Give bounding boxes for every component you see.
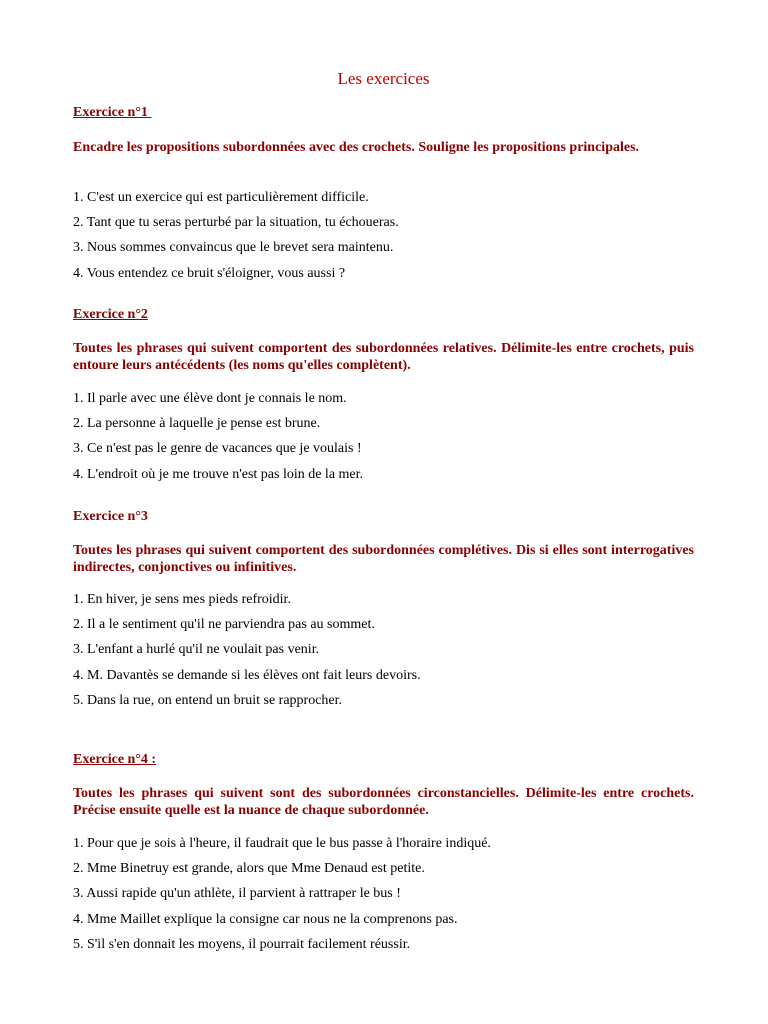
exercise-4-items (73, 831, 694, 957)
list-item: 2. Tant que tu seras perturbé par la situation, tu échoueras. (73, 215, 399, 231)
list-item: 2. Il a le sentiment qu'il ne parviendra pas au sommet. (73, 617, 375, 633)
exercise-2-heading: Exercice n°2 (73, 307, 148, 322)
exercise-1-heading: Exercice n°1 (73, 105, 152, 120)
list-item: 5. Dans la rue, on entend un bruit se rapprocher. (73, 692, 343, 708)
list-item: 2. La personne à laquelle je pense est brune. (73, 416, 321, 432)
exercise-1-items (73, 185, 694, 286)
list-item: 2. Mme Binetruy est grande, alors que Mme Denaud est petite. (73, 861, 425, 877)
exercise-2-instruction: Toutes les phrases qui suivent comportent des subordonnées relatives. Délimite-les entre crochets, puis entoure leurs antécédents (les noms qu'elles complètent). (73, 341, 694, 373)
exercise-3-items (73, 587, 694, 713)
exercise-4-heading: Exercice n°4 : (73, 752, 157, 767)
exercise-2-items (73, 386, 694, 487)
list-item: 3. Ce n'est pas le genre de vacances que je voulais ! (73, 441, 362, 457)
exercise-1-instruction: Encadre les propositions subordonnées avec des crochets. Souligne les propositions principales. (73, 140, 640, 155)
list-item: 1. Il parle avec une élève dont je connais le nom. (73, 391, 347, 406)
exercise-4-instruction: Toutes les phrases qui suivent sont des subordonnées circonstancielles. Délimite-les entre crochets. Précise ensuite quelle est la nuance de chaque subordonnée. (73, 786, 694, 818)
list-item: 4. L'endroit où je me trouve n'est pas loin de la mer. (73, 466, 364, 482)
list-item: 3. Aussi rapide qu'un athlète, il parvient à rattraper le bus ! (73, 886, 401, 902)
list-item: 5. S'il s'en donnait les moyens, il pourrait facilement réussir. (73, 936, 411, 952)
list-item: 3. Nous sommes convaincus que le brevet sera maintenu. (73, 240, 394, 256)
list-item: 1. Pour que je sois à l'heure, il faudrait que le bus passe à l'horaire indiqué. (73, 836, 491, 851)
list-item: 1. C'est un exercice qui est particulièrement difficile. (73, 190, 369, 205)
list-item: 3. L'enfant a hurlé qu'il ne voulait pas venir. (73, 642, 320, 658)
exercise-3-heading: Exercice n°3 (73, 509, 148, 524)
exercise-3-instruction: Toutes les phrases qui suivent comportent des subordonnées complétives. Dis si elles sont interrogatives indirectes, conjonctives ou infinitives. (73, 543, 694, 575)
list-item: 1. En hiver, je sens mes pieds refroidir. (73, 592, 291, 607)
list-item: 4. Mme Maillet explique la consigne car nous ne la comprenons pas. (73, 911, 458, 927)
list-item: 4. M. Davantès se demande si les élèves ont fait leurs devoirs. (73, 667, 421, 683)
list-item: 4. Vous entendez ce bruit s'éloigner, vous aussi ? (73, 265, 346, 281)
document-title: Les exercices (337, 69, 430, 88)
